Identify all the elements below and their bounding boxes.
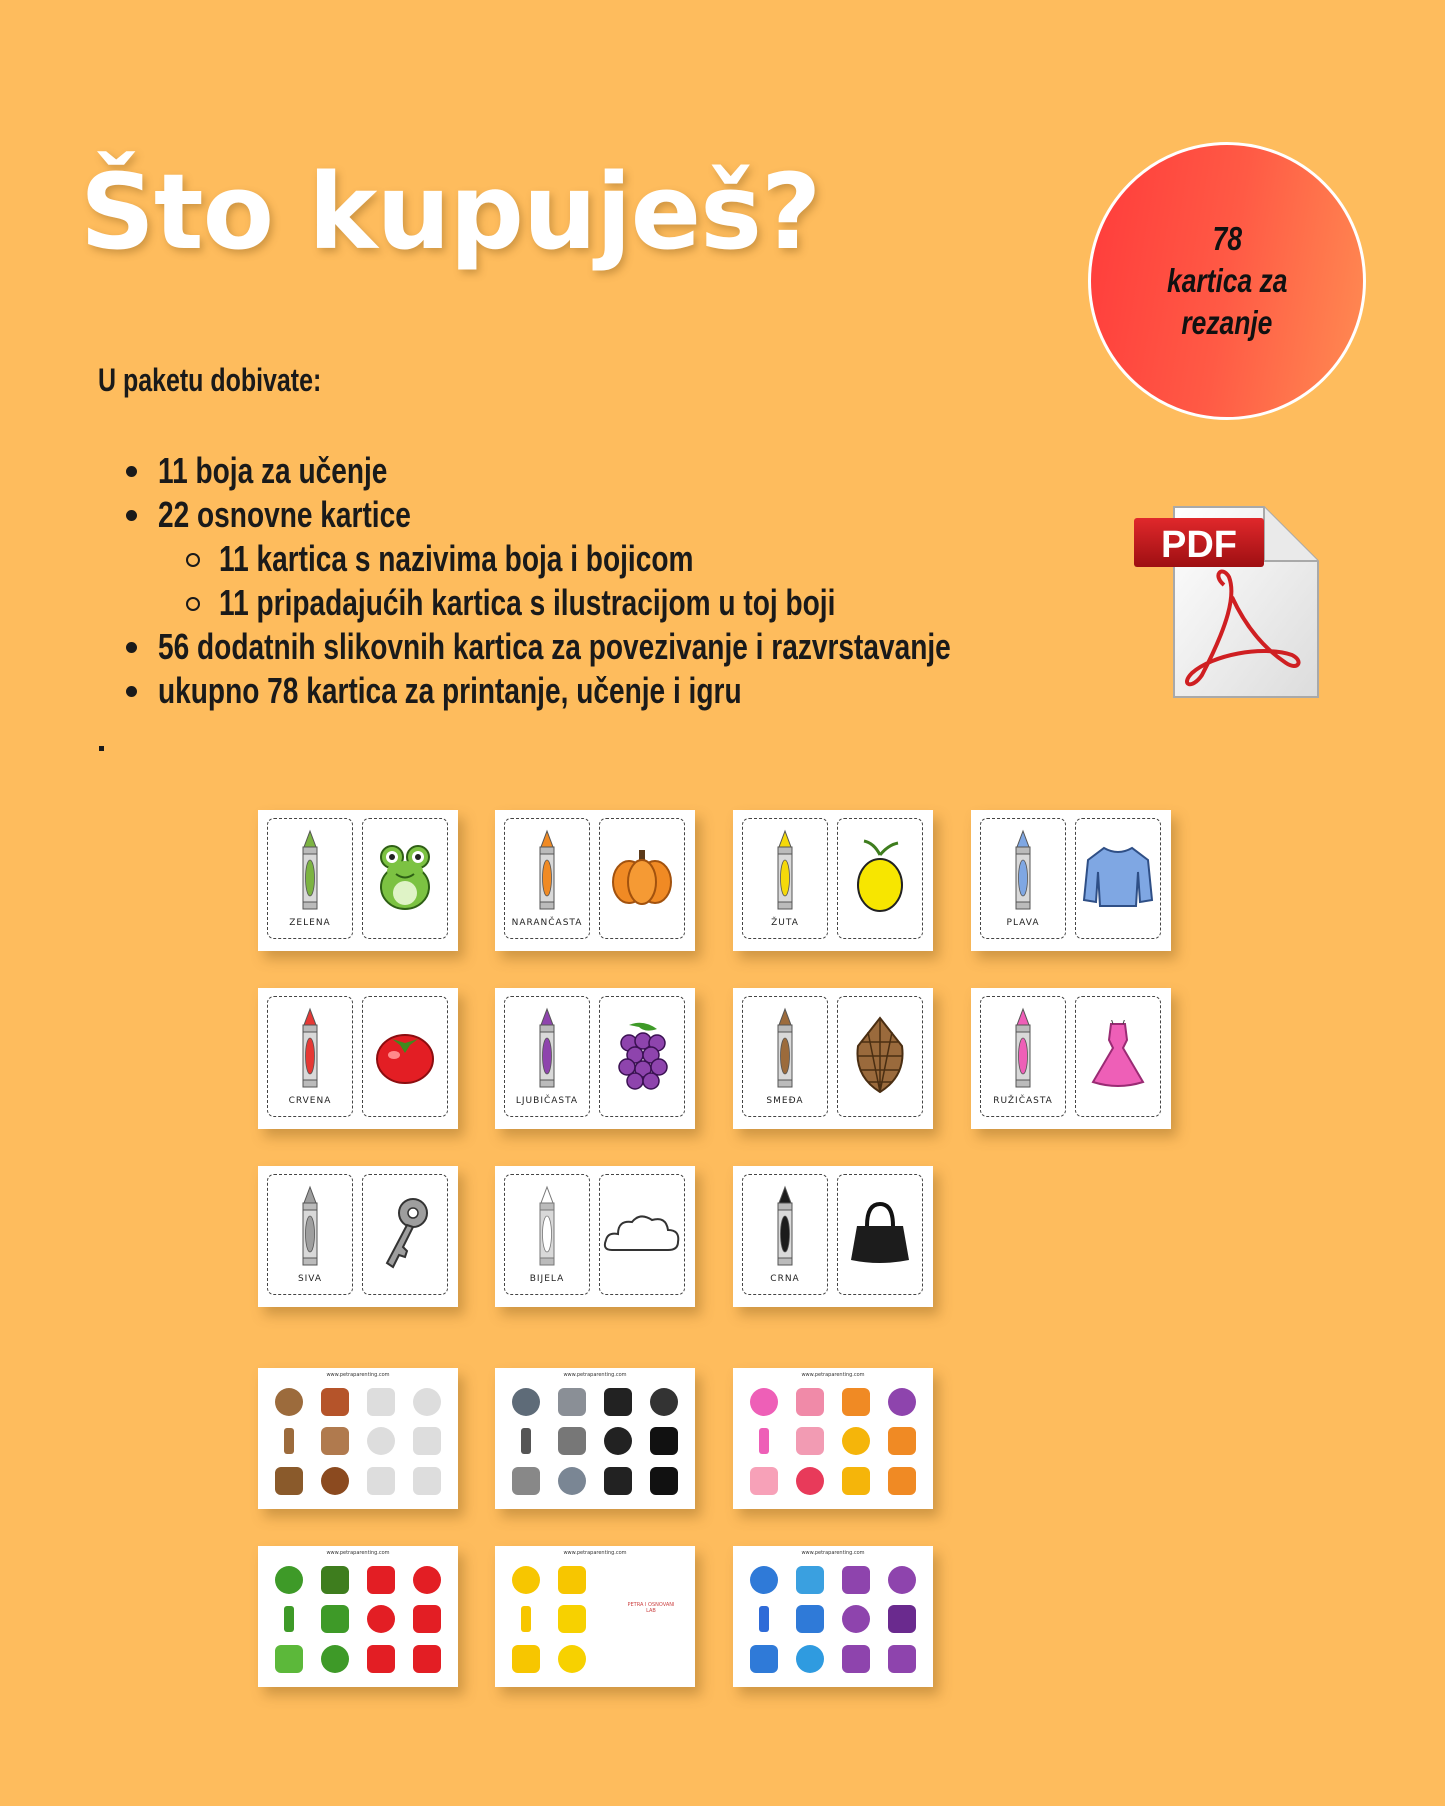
crayon-half (742, 1174, 828, 1295)
picture-icon (796, 1427, 824, 1455)
crayon-icon (534, 829, 560, 915)
picture-icon (512, 1645, 540, 1673)
picture-sheet (258, 1368, 458, 1509)
package-list (98, 449, 1174, 713)
picture-half (837, 818, 923, 939)
picture-icon (367, 1388, 395, 1416)
picture-half (837, 996, 923, 1117)
sheet-icon-grid (741, 1382, 925, 1501)
stray-dot (99, 746, 104, 751)
picture-icon (888, 1645, 916, 1673)
picture-icon (558, 1645, 586, 1673)
crayon-icon (284, 1428, 294, 1454)
color-name-label: ŽUTA (771, 918, 799, 928)
picture-sheet (495, 1546, 695, 1687)
picture-icon (367, 1566, 395, 1594)
picture-icon (796, 1566, 824, 1594)
color-name-label: RUŽIČASTA (993, 1096, 1053, 1106)
sheet-icon-grid (741, 1560, 925, 1679)
picture-half (362, 1174, 448, 1295)
crayon-icon (297, 1007, 323, 1093)
picture-icon (604, 1388, 632, 1416)
badge-line-2: kartica za (1166, 262, 1288, 299)
crayon-half (980, 818, 1066, 939)
picture-icon (604, 1427, 632, 1455)
list-item: 22 osnovne kartice (98, 493, 1174, 537)
crayon-half (504, 996, 590, 1117)
badge-count: 78 (1212, 220, 1242, 257)
color-name-label: CRNA (770, 1274, 800, 1284)
picture-icon (275, 1388, 303, 1416)
picture-icon (650, 1388, 678, 1416)
color-name-label: SMEĐA (766, 1096, 804, 1106)
crayon-icon (297, 1185, 323, 1271)
sheet-url: www.petraparenting.com (563, 1550, 627, 1556)
color-name-label: NARANČASTA (511, 918, 583, 928)
picture-icon (750, 1388, 778, 1416)
picture-icon (842, 1427, 870, 1455)
picture-icon (512, 1388, 540, 1416)
sweater-icon (1082, 842, 1154, 916)
picture-icon (512, 1566, 540, 1594)
dress-icon (1087, 1020, 1149, 1094)
package-intro: U paketu dobivate: (98, 362, 322, 398)
picture-icon (367, 1605, 395, 1633)
picture-icon (367, 1645, 395, 1673)
color-card (495, 810, 695, 951)
crayon-icon (772, 1185, 798, 1271)
picture-icon (558, 1605, 586, 1633)
frog-icon (370, 841, 440, 917)
pdf-file-icon (1132, 505, 1322, 701)
color-card (733, 810, 933, 951)
crayon-icon (521, 1428, 531, 1454)
cloud-icon (602, 1210, 682, 1260)
sheet-icon-grid (503, 1382, 687, 1501)
color-card (495, 988, 695, 1129)
list-item: 56 dodatnih slikovnih kartica za povezivanje i razvrstavanje (98, 625, 1174, 669)
page-title: Što kupuješ? (80, 151, 821, 273)
picture-icon (888, 1566, 916, 1594)
picture-half (1075, 996, 1161, 1117)
color-name-label: ZELENA (289, 918, 331, 928)
picture-half (599, 818, 685, 939)
color-card (258, 810, 458, 951)
pinecone-icon (850, 1016, 910, 1098)
picture-icon (367, 1427, 395, 1455)
picture-half (837, 1174, 923, 1295)
picture-icon (842, 1388, 870, 1416)
color-card (733, 988, 933, 1129)
crayon-half (504, 818, 590, 939)
picture-sheet (733, 1368, 933, 1509)
crayon-half (980, 996, 1066, 1117)
picture-icon (650, 1467, 678, 1495)
picture-icon (321, 1645, 349, 1673)
list-subitem: 11 pripadajućih kartica s ilustracijom u toj boji (98, 581, 1174, 625)
picture-icon (750, 1645, 778, 1673)
crayon-half (742, 996, 828, 1117)
picture-icon (888, 1388, 916, 1416)
color-card (258, 1166, 458, 1307)
crayon-half (504, 1174, 590, 1295)
crayon-icon (1010, 829, 1036, 915)
picture-icon (367, 1467, 395, 1495)
picture-sheet (258, 1546, 458, 1687)
crayon-icon (772, 829, 798, 915)
pdf-label: PDF (1161, 524, 1237, 566)
color-name-label: PLAVA (1006, 918, 1040, 928)
picture-half (362, 818, 448, 939)
color-card (258, 988, 458, 1129)
crayon-icon (1010, 1007, 1036, 1093)
crayon-icon (772, 1007, 798, 1093)
color-name-label: BIJELA (529, 1274, 565, 1284)
picture-icon (321, 1467, 349, 1495)
picture-icon (796, 1388, 824, 1416)
crayon-icon (521, 1606, 531, 1632)
picture-icon (275, 1645, 303, 1673)
picture-icon (413, 1388, 441, 1416)
sheet-icon-grid (266, 1382, 450, 1501)
package-contents (98, 362, 1174, 713)
picture-icon (321, 1605, 349, 1633)
key-icon (377, 1195, 433, 1275)
sheet-url: www.petraparenting.com (801, 1550, 865, 1556)
crayon-half (267, 1174, 353, 1295)
picture-icon (321, 1427, 349, 1455)
grapes-icon (609, 1019, 675, 1095)
list-item: ukupno 78 kartica za printanje, učenje i igru (98, 669, 1174, 713)
picture-icon (604, 1467, 632, 1495)
picture-icon (888, 1467, 916, 1495)
picture-icon (512, 1467, 540, 1495)
color-name-label: LJUBIČASTA (515, 1096, 579, 1106)
picture-icon (413, 1605, 441, 1633)
picture-icon (842, 1467, 870, 1495)
sheet-icon-grid (266, 1560, 450, 1679)
color-card (971, 988, 1171, 1129)
picture-half (599, 1174, 685, 1295)
brand-logo: PETRA I OSNOVANI LAB (627, 1602, 675, 1614)
picture-icon (558, 1566, 586, 1594)
sheet-url: www.petraparenting.com (326, 1550, 390, 1556)
picture-icon (275, 1566, 303, 1594)
picture-icon (558, 1388, 586, 1416)
picture-icon (842, 1605, 870, 1633)
picture-icon (413, 1467, 441, 1495)
lemon-icon (854, 839, 906, 919)
sheet-url: www.petraparenting.com (326, 1372, 390, 1378)
crayon-half (267, 818, 353, 939)
handbag-icon (847, 1200, 913, 1270)
picture-icon (888, 1605, 916, 1633)
list-subitem: 11 kartica s nazivima boja i bojicom (98, 537, 1174, 581)
picture-half (599, 996, 685, 1117)
picture-icon (413, 1566, 441, 1594)
crayon-icon (759, 1428, 769, 1454)
picture-icon (842, 1645, 870, 1673)
sheet-url: www.petraparenting.com (563, 1372, 627, 1378)
list-item: 11 boja za učenje (98, 449, 1174, 493)
picture-sheet (495, 1368, 695, 1509)
picture-icon (321, 1566, 349, 1594)
color-card (733, 1166, 933, 1307)
picture-half (362, 996, 448, 1117)
crayon-icon (284, 1606, 294, 1632)
picture-icon (650, 1427, 678, 1455)
crayon-icon (534, 1185, 560, 1271)
sheet-url: www.petraparenting.com (801, 1372, 865, 1378)
color-card (495, 1166, 695, 1307)
crayon-half (742, 818, 828, 939)
picture-icon (796, 1605, 824, 1633)
badge-line-3: rezanje (1181, 304, 1273, 341)
picture-icon (888, 1427, 916, 1455)
color-name-label: CRVENA (288, 1096, 332, 1106)
color-card (971, 810, 1171, 951)
picture-icon (842, 1566, 870, 1594)
crayon-icon (534, 1007, 560, 1093)
picture-half (1075, 818, 1161, 939)
picture-icon (413, 1427, 441, 1455)
picture-icon (750, 1467, 778, 1495)
sheet-icon-grid (503, 1560, 687, 1679)
tomato-icon (372, 1025, 438, 1089)
picture-icon (750, 1566, 778, 1594)
crayon-icon (297, 829, 323, 915)
crayon-icon (759, 1606, 769, 1632)
picture-icon (796, 1645, 824, 1673)
picture-icon (413, 1645, 441, 1673)
picture-icon (275, 1467, 303, 1495)
picture-icon (321, 1388, 349, 1416)
color-name-label: SIVA (297, 1274, 323, 1284)
picture-sheet (733, 1546, 933, 1687)
pumpkin-icon (609, 848, 675, 910)
crayon-half (267, 996, 353, 1117)
picture-icon (558, 1467, 586, 1495)
picture-icon (796, 1467, 824, 1495)
picture-icon (558, 1427, 586, 1455)
